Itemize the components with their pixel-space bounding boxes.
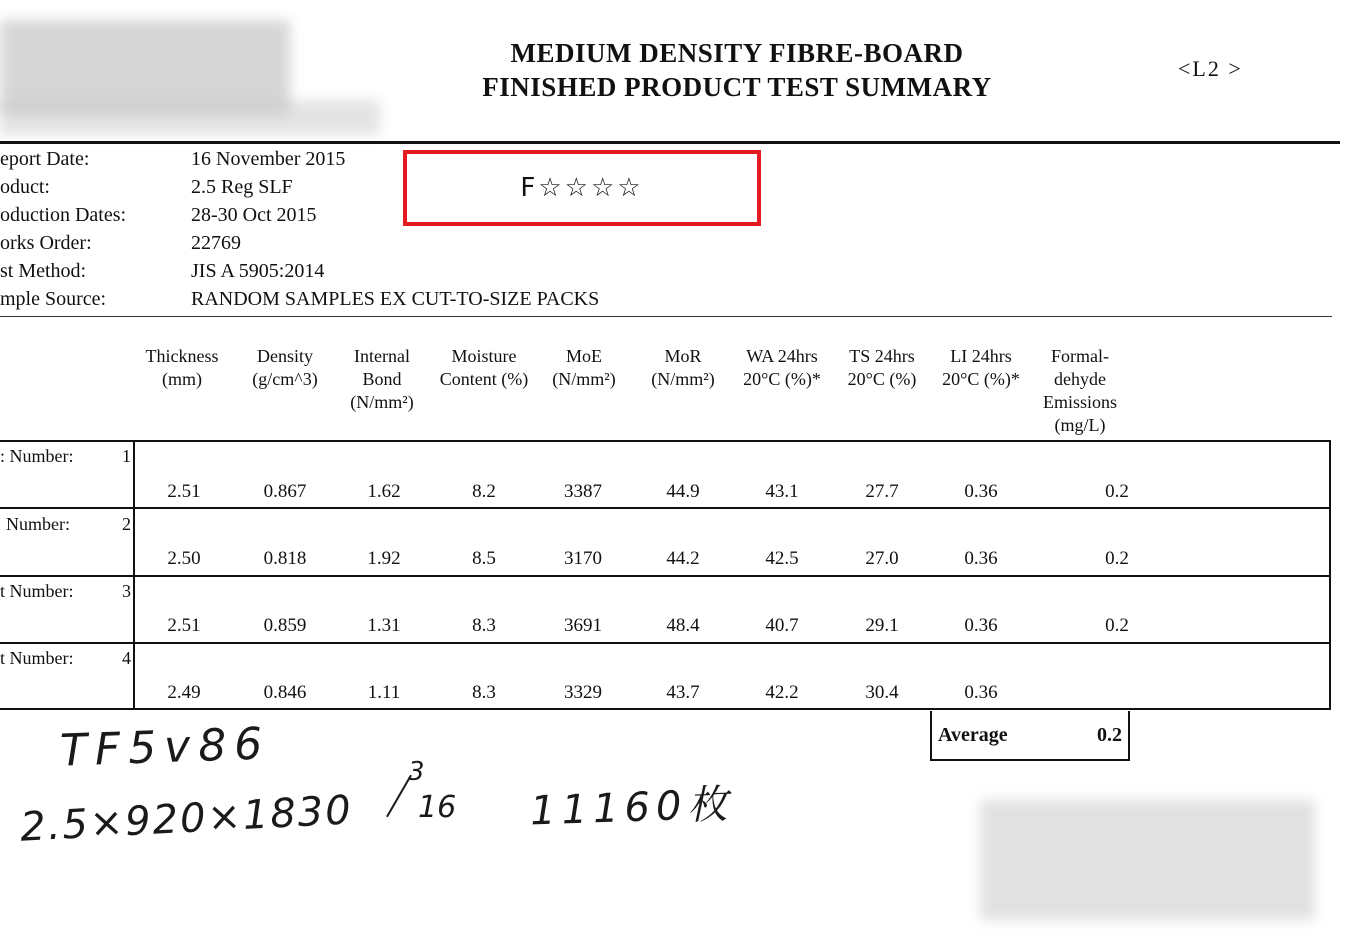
cell-ts: 27.7: [865, 481, 899, 502]
col-header-wa: WA 24hrs 20°C (%)*: [743, 346, 821, 389]
cell-moe: 3170: [564, 548, 602, 569]
cell-mor: 44.2: [666, 548, 700, 569]
col-header-moisture: Moisture Content (%): [439, 346, 529, 389]
col-header-internal-bond: Internal Bond (N/mm²): [350, 346, 414, 412]
meta-rule: [0, 316, 1332, 317]
cell-ts: 30.4: [865, 682, 899, 703]
header-rule: [0, 141, 1340, 144]
handwritten-fraction-top: 3: [408, 757, 425, 787]
f-four-star-stamp: F☆☆☆☆: [403, 150, 761, 226]
cell-wa: 42.2: [765, 682, 799, 703]
meta-value-product: 2.5 Reg SLF: [191, 176, 293, 198]
col-header-li: LI 24hrs 20°C (%)*: [942, 346, 1020, 389]
col-header-moe: MoE (N/mm²): [552, 346, 616, 389]
handwritten-code: TF5v86: [59, 718, 272, 777]
cell-moe: 3691: [564, 615, 602, 636]
col-header-mor: MoR (N/mm²): [651, 346, 715, 389]
col-header-formaldehyde: Formal- dehyde Emissions (mg/L): [1042, 346, 1117, 435]
row-label: t Number:: [0, 648, 74, 668]
cell-li: 0.36: [964, 481, 998, 502]
cell-thickness: 2.49: [167, 682, 201, 703]
cell-internal-bond: 1.11: [367, 682, 401, 703]
row-label: : Number:: [0, 446, 74, 466]
cell-ts: 29.1: [865, 615, 899, 636]
meta-value-works-order: 22769: [191, 232, 241, 254]
reference-code: <L2 >: [1178, 56, 1243, 81]
cell-density: 0.867: [263, 481, 307, 502]
row-divider-2: [0, 575, 1331, 577]
cell-li: 0.36: [964, 615, 998, 636]
handwritten-fraction-bottom: 16: [418, 790, 457, 825]
cell-moe: 3387: [564, 481, 602, 502]
average-box: [930, 711, 1130, 761]
col-header-thickness: Thickness (mm): [145, 346, 219, 389]
cell-density: 0.859: [263, 615, 307, 636]
row-label: t Number:: [0, 581, 74, 601]
cell-moisture: 8.3: [472, 682, 496, 703]
row-divider-3: [0, 642, 1331, 644]
meta-label-report-date: eport Date:: [0, 148, 90, 170]
cell-wa: 40.7: [765, 615, 799, 636]
row-number: 2: [122, 514, 131, 534]
meta-value-test-method: JIS A 5905:2014: [191, 260, 325, 282]
average-value: 0.2: [1097, 724, 1122, 746]
cell-moisture: 8.2: [472, 481, 496, 502]
cell-li: 0.36: [964, 548, 998, 569]
cell-moisture: 8.3: [472, 615, 496, 636]
meta-label-production-dates: oduction Dates:: [0, 204, 127, 226]
meta-label-test-method: st Method:: [0, 260, 87, 282]
cell-mor: 43.7: [666, 682, 700, 703]
document-title-line1: MEDIUM DENSITY FIBRE-BOARD: [510, 38, 964, 68]
cell-ts: 27.0: [865, 548, 899, 569]
cell-formaldehyde: 0.2: [1105, 615, 1129, 636]
cell-internal-bond: 1.62: [367, 481, 401, 502]
cell-thickness: 2.51: [167, 615, 201, 636]
row-number: 1: [122, 446, 131, 466]
document-title-line2: FINISHED PRODUCT TEST SUMMARY: [482, 72, 992, 102]
handwritten-dimensions: 2.5×920×1830: [19, 787, 354, 851]
average-label: Average: [938, 724, 1008, 746]
cell-thickness: 2.50: [167, 548, 201, 569]
cell-mor: 48.4: [666, 615, 700, 636]
meta-label-works-order: orks Order:: [0, 232, 92, 254]
cell-thickness: 2.51: [167, 481, 201, 502]
cell-density: 0.818: [263, 548, 307, 569]
cell-formaldehyde: 0.2: [1105, 481, 1129, 502]
handwritten-count: 11160枚: [529, 781, 735, 835]
cell-internal-bond: 1.92: [367, 548, 401, 569]
cell-li: 0.36: [964, 682, 998, 703]
cell-internal-bond: 1.31: [367, 615, 401, 636]
cell-mor: 44.9: [666, 481, 700, 502]
row-number: 4: [122, 648, 131, 668]
meta-value-sample-source: RANDOM SAMPLES EX CUT-TO-SIZE PACKS: [191, 288, 600, 310]
cell-density: 0.846: [263, 682, 307, 703]
cell-wa: 43.1: [765, 481, 799, 502]
meta-value-production-dates: 28-30 Oct 2015: [191, 204, 317, 226]
row-divider-1: [0, 507, 1331, 509]
handwritten-fraction-slash: [386, 775, 412, 818]
cell-formaldehyde: 0.2: [1105, 548, 1129, 569]
col-header-density: Density (g/cm^3): [252, 346, 318, 389]
cell-moe: 3329: [564, 682, 602, 703]
cell-wa: 42.5: [765, 548, 799, 569]
col-header-ts: TS 24hrs 20°C (%): [847, 346, 917, 389]
cell-moisture: 8.5: [472, 548, 496, 569]
meta-value-report-date: 16 November 2015: [191, 148, 346, 170]
redacted-logo-sub: [0, 100, 380, 135]
meta-label-product: oduct:: [0, 176, 50, 198]
row-number: 3: [122, 581, 131, 601]
redacted-company-stamp: [980, 800, 1315, 920]
row-label: Number:: [6, 514, 70, 534]
meta-label-sample-source: mple Source:: [0, 288, 107, 310]
